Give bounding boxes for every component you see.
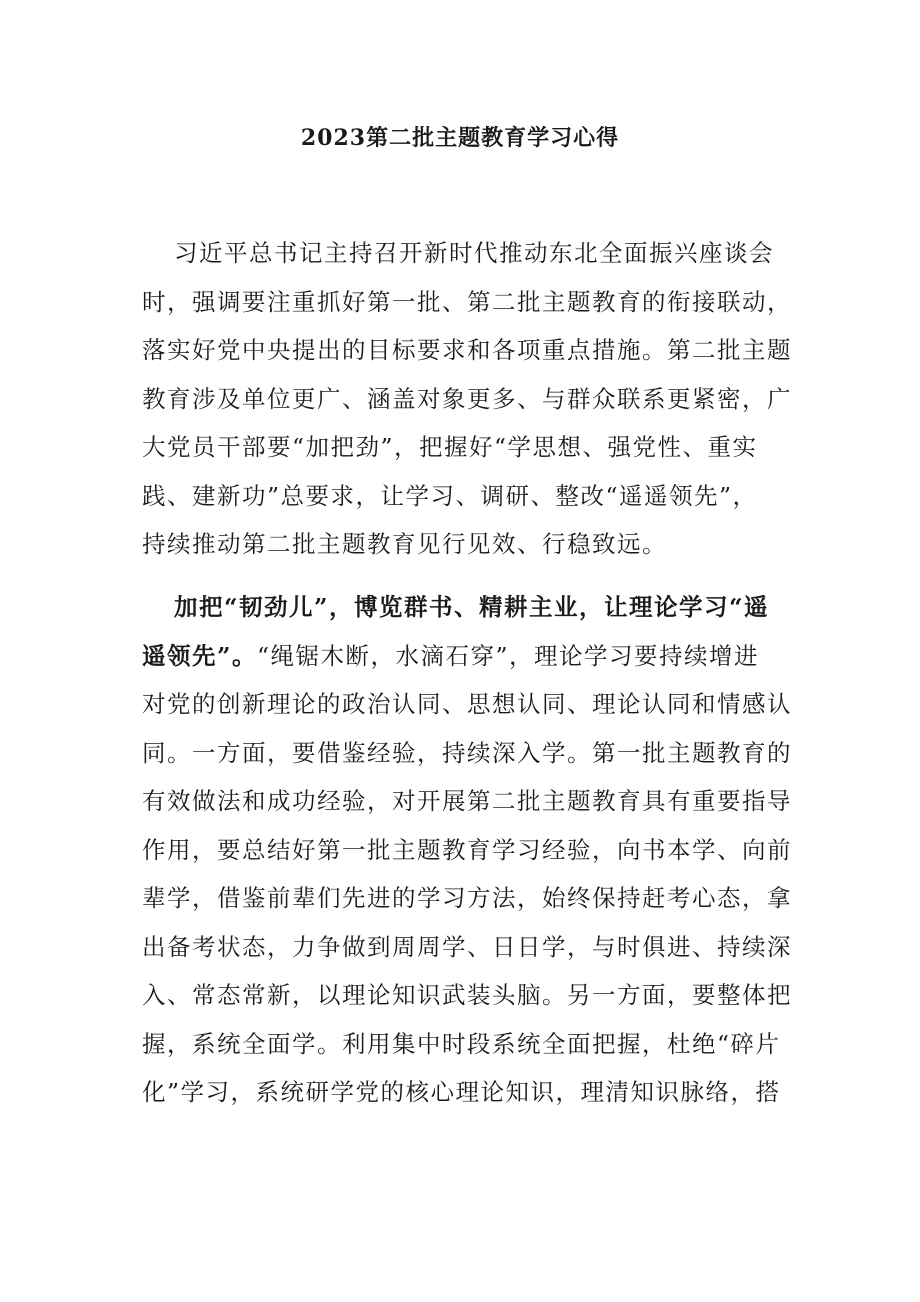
text-segment: “绳锯木断，水滴石穿”，理论学习要持续增进 [257, 641, 760, 670]
text-line: 作用，要总结好第一批主题教育学习经验，向书本学、向前 [142, 835, 792, 864]
text-line: 有效做法和成功经验，对开展第二批主题教育具有重要指导 [142, 787, 792, 815]
paragraph-theory-study [142, 583, 802, 1117]
text-line: 时，强调要注重抓好第一批、第二批主题教育的衔接联动， [142, 287, 792, 316]
text-line: 入、常态常新，以理论知识武装头脑。另一方面，要整体把 [142, 981, 792, 1009]
document-title: 2023第二批主题教育学习心得 [300, 125, 620, 151]
text-line: 同。一方面，要借鉴经验，持续深入学。第一批主题教育的 [142, 738, 792, 767]
text-line: 大党员干部要“加把劲”，把握好“学思想、强党性、重实 [142, 433, 758, 461]
text-line: 对党的创新理论的政治认同、思想认同、理论认同和情感认 [142, 690, 792, 718]
section-heading-tail: 遥领先”。 [142, 641, 258, 670]
text-line: 化”学习，系统研学党的核心理论知识，理清知识脉络，搭 [142, 1078, 781, 1106]
text-line: 持续推动第二批主题教育见行见效、行稳致远。 [142, 530, 667, 558]
text-line: 践、建新功”总要求，让学习、调研、整改“遥遥领先”， [142, 481, 758, 510]
text-line: 习近平总书记主持召开新时代推动东北全面振兴座谈会 [174, 239, 774, 267]
text-line: 握，系统全面学。利用集中时段系统全面把握，杜绝“碎片 [142, 1029, 781, 1058]
text-line [142, 632, 802, 681]
section-heading-line: 加把“韧劲儿”，博览群书、精耕主业，让理论学习“遥 [174, 593, 770, 621]
text-line: 出备考状态，力争做到周周学、日日学，与时俱进、持续深 [142, 932, 792, 961]
text-line: 教育涉及单位更广、涵盖对象更多、与群众联系更紧密，广 [142, 384, 792, 413]
text-line: 辈学，借鉴前辈们先进的学习方法，始终保持赶考心态，拿 [142, 884, 792, 912]
text-line: 落实好党中央提出的目标要求和各项重点措施。第二批主题 [142, 336, 792, 364]
paragraph-intro [142, 229, 802, 569]
